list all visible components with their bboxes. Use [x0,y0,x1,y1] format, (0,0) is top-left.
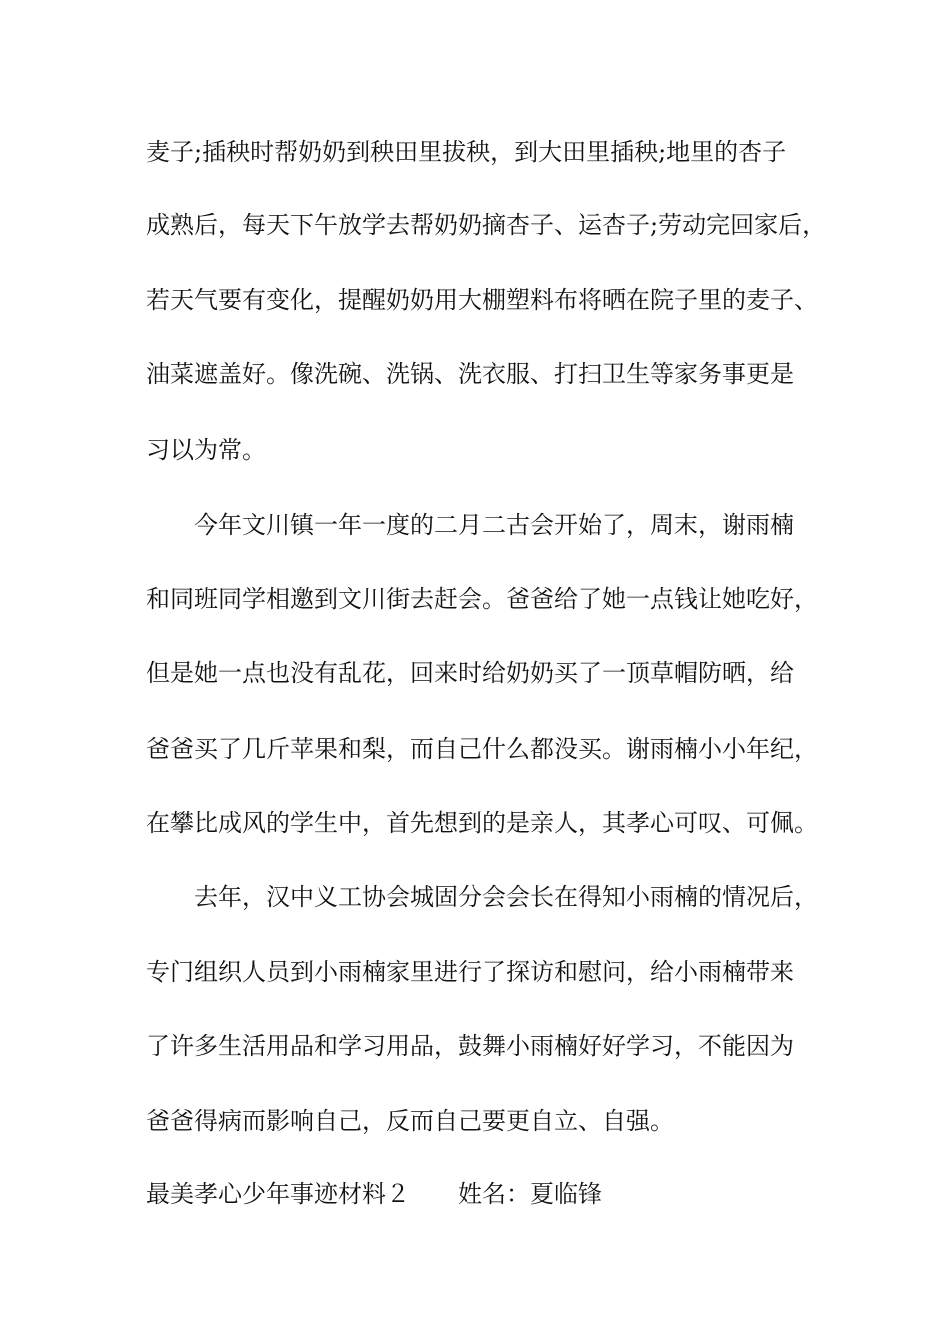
paragraph-1-line-4: 油菜遮盖好。像洗碗、洗锅、洗衣服、打扫卫生等家务事更是 [146,360,794,388]
paragraph-1-line-1: 麦子;插秧时帮奶奶到秧田里拔秧，到大田里插秧;地里的杏子 [146,138,787,166]
paragraph-1-line-3: 若天气要有变化，提醒奶奶用大棚塑料布将晒在院子里的麦子、 [146,286,818,314]
paragraph-2-line-2: 和同班同学相邀到文川街去赶会。爸爸给了她一点钱让她吃好， [146,585,818,613]
paragraph-3-line-4: 爸爸得病而影响自己，反而自己要更自立、自强。 [146,1107,674,1135]
paragraph-3-line-1: 去年，汉中义工协会城固分会会长在得知小雨楠的情况后， [194,883,818,911]
paragraph-2-line-5: 在攀比成风的学生中，首先想到的是亲人，其孝心可叹、可佩。 [146,809,818,837]
section-heading [146,1179,602,1209]
paragraph-3-line-3: 了许多生活用品和学习用品，鼓舞小雨楠好好学习，不能因为 [146,1032,794,1060]
paragraph-2-line-4: 爸爸买了几斤苹果和梨，而自己什么都没买。谢雨楠小小年纪， [146,735,818,763]
heading-title: 最美孝心少年事迹材料２ [146,1180,410,1208]
paragraph-2-line-1: 今年文川镇一年一度的二月二古会开始了，周末，谢雨楠 [194,511,794,539]
paragraph-2-line-3: 但是她一点也没有乱花，回来时给奶奶买了一顶草帽防晒，给 [146,659,794,687]
paragraph-1-line-5: 习以为常。 [146,436,266,464]
paragraph-1-line-2: 成熟后，每天下午放学去帮奶奶摘杏子、运杏子;劳动完回家后， [146,211,827,239]
heading-name: 姓名：夏临锋 [458,1180,602,1208]
paragraph-3-line-2: 专门组织人员到小雨楠家里进行了探访和慰问，给小雨楠带来 [146,958,794,986]
